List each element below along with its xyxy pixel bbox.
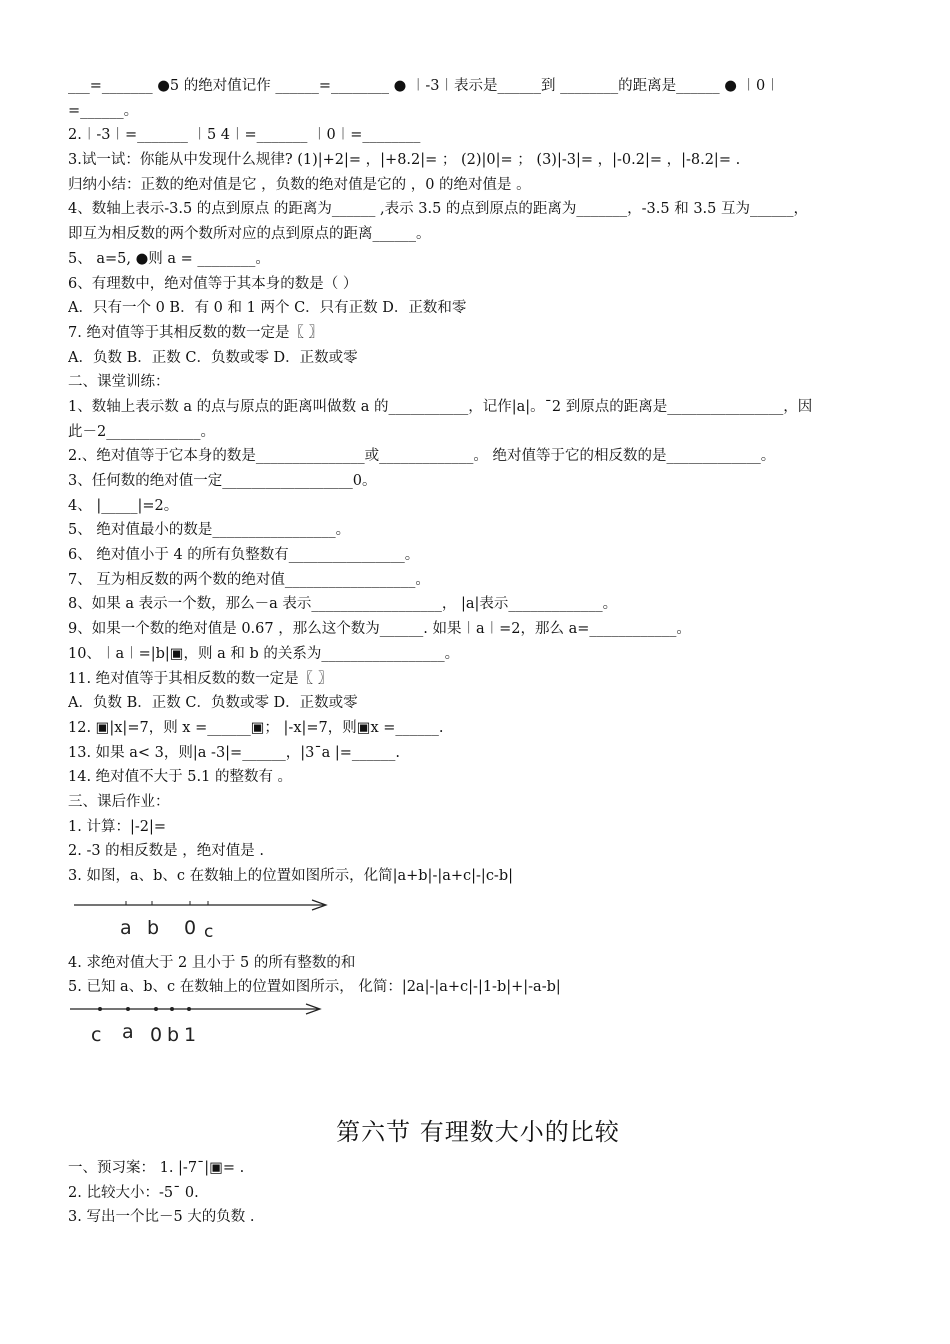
text-line: 4、数轴上表示-3.5 的点到原点 的距离为______ ,表示 3.5 的点到原点的距离为_______，-3.5 和 3.5 互为______，: [68, 201, 808, 218]
text-line: 5、 绝对值最小的数是_________________。: [68, 522, 351, 539]
text-line: 6、有理数中，绝对值等于其本身的数是（ ）: [68, 275, 358, 292]
text-line: =______。: [68, 102, 139, 119]
text-line: 6、 绝对值小于 4 的所有负整数有________________。: [68, 547, 420, 564]
text-line: 5. 已知 a、b、c 在数轴上的位置如图所示， 化简：|2a|-|a+c|-|1-b|+|-a-b|: [68, 979, 561, 996]
text-line: 3.试一试：你能从中发现什么规律? (1)|+2|= ，|+8.2|= ； (2)|0|= ； (3)|-3|= ，|-0.2|= ，|-8.2|= .: [68, 152, 741, 169]
text-line: 一、预习案： 1. |-7ˉ|▣= .: [68, 1160, 245, 1177]
axis-label-c: c: [204, 921, 214, 942]
worksheet-page: [68, 74, 888, 1230]
text-line: 11. 绝对值等于其相反数的数一定是〖 〗: [68, 670, 333, 687]
section-title: 第六节 有理数大小的比较: [336, 1118, 620, 1147]
text-line: 10、︱a︱=|b|▣，则 a 和 b 的关系为_________________。: [68, 645, 460, 662]
axis-label-zero: 0: [150, 1024, 163, 1047]
text-line: A．只有一个 0 B．有 0 和 1 两个 C．只有正数 D．正数和零: [68, 300, 467, 317]
text-line: ___=_______ ●5 的绝对值记作 ______=________ ● ︱-3︱表示是______到 ________的距离是______ ● ︱0︱: [68, 78, 780, 94]
text-line: 14. 绝对值不大于 5.1 的整数有 。: [68, 769, 293, 786]
text-line: 3. 写出一个比－5 大的负数 .: [68, 1209, 255, 1226]
text-line: 9、如果一个数的绝对值是 0.67 ，那么这个数为______. 如果︱a︱=2，那么 a=____________。: [68, 621, 691, 638]
number-line-axis: [68, 895, 338, 915]
text-line: 3、任何数的绝对值一定__________________0。: [68, 473, 377, 489]
axis-label-zero: 0: [184, 916, 197, 939]
text-line: 4. 求绝对值大于 2 且小于 5 的所有整数的和: [68, 954, 356, 971]
text-line: 7、 互为相反数的两个数的绝对值__________________。: [68, 571, 430, 588]
text-line: 即互为相反数的两个数所对应的点到原点的距离______。: [68, 226, 431, 243]
axis-label-c: c: [91, 1024, 102, 1047]
text-line: A．负数 B．正数 C．负数或零 D．正数或零: [68, 349, 358, 366]
text-line: 2.︱-3︱=_______ ︱5 4︱=_______ ︱0︱=________: [68, 127, 421, 144]
text-line: 2. 比较大小：-5ˉ 0.: [68, 1184, 199, 1201]
text-line: A．负数 B．正数 C．负数或零 D．正数或零: [68, 695, 358, 712]
text-line: 归纳小结：正数的绝对值是它 ，负数的绝对值是它的 ，0 的绝对值是 。: [68, 176, 531, 193]
section-heading: 三、课后作业：: [68, 793, 170, 810]
section-heading: 二、课堂训练：: [68, 374, 170, 391]
number-line-axis: [68, 1000, 338, 1020]
text-line: 4、 |_____|=2。: [68, 497, 179, 514]
text-line: 13. 如果 a< 3，则|a -3|=______，|3ˉa |=______.: [68, 744, 400, 761]
text-line: 1. 计算：|-2|=: [68, 818, 166, 835]
text-line: 1、数轴上表示数 a 的点与原点的距离叫做数 a 的___________，记作|a|。ˉ2 到原点的距离是________________，因: [68, 398, 813, 415]
text-line: 3. 如图，a、b、c 在数轴上的位置如图所示，化简|a+b|-|a+c|-|c-b|: [68, 868, 514, 884]
axis-label-one: 1: [184, 1024, 197, 1047]
axis-label-a: a: [122, 1021, 134, 1044]
axis-label-a: a: [120, 916, 132, 939]
text-line: 2. -3 的相反数是 ，绝对值是 .: [68, 843, 265, 860]
text-line: 7. 绝对值等于其相反数的数一定是〖 〗: [68, 324, 324, 341]
text-line: 12. ▣|x|=7，则 x =______▣； |-x|=7，则▣x =______.: [68, 719, 444, 736]
section-homework-continued: [68, 951, 888, 1000]
axis-label-b: b: [167, 1024, 180, 1047]
number-line-figure-2: [68, 1000, 368, 1052]
text-line: 2.、绝对值等于它本身的数是_______________或_____________。 绝对值等于它的相反数的是_____________。: [68, 448, 776, 465]
number-line-figure-1: [68, 895, 368, 945]
text-line: 8、如果 a 表示一个数，那么－a 表示__________________， |a|表示_____________。: [68, 596, 618, 613]
text-line: 5、 a=5, ●则 a = ________。: [68, 250, 270, 267]
section-absolute-value: [68, 74, 888, 889]
axis-label-b: b: [147, 916, 160, 939]
section-comparison: [68, 1156, 888, 1230]
text-line: 此－2_____________。: [68, 423, 215, 440]
